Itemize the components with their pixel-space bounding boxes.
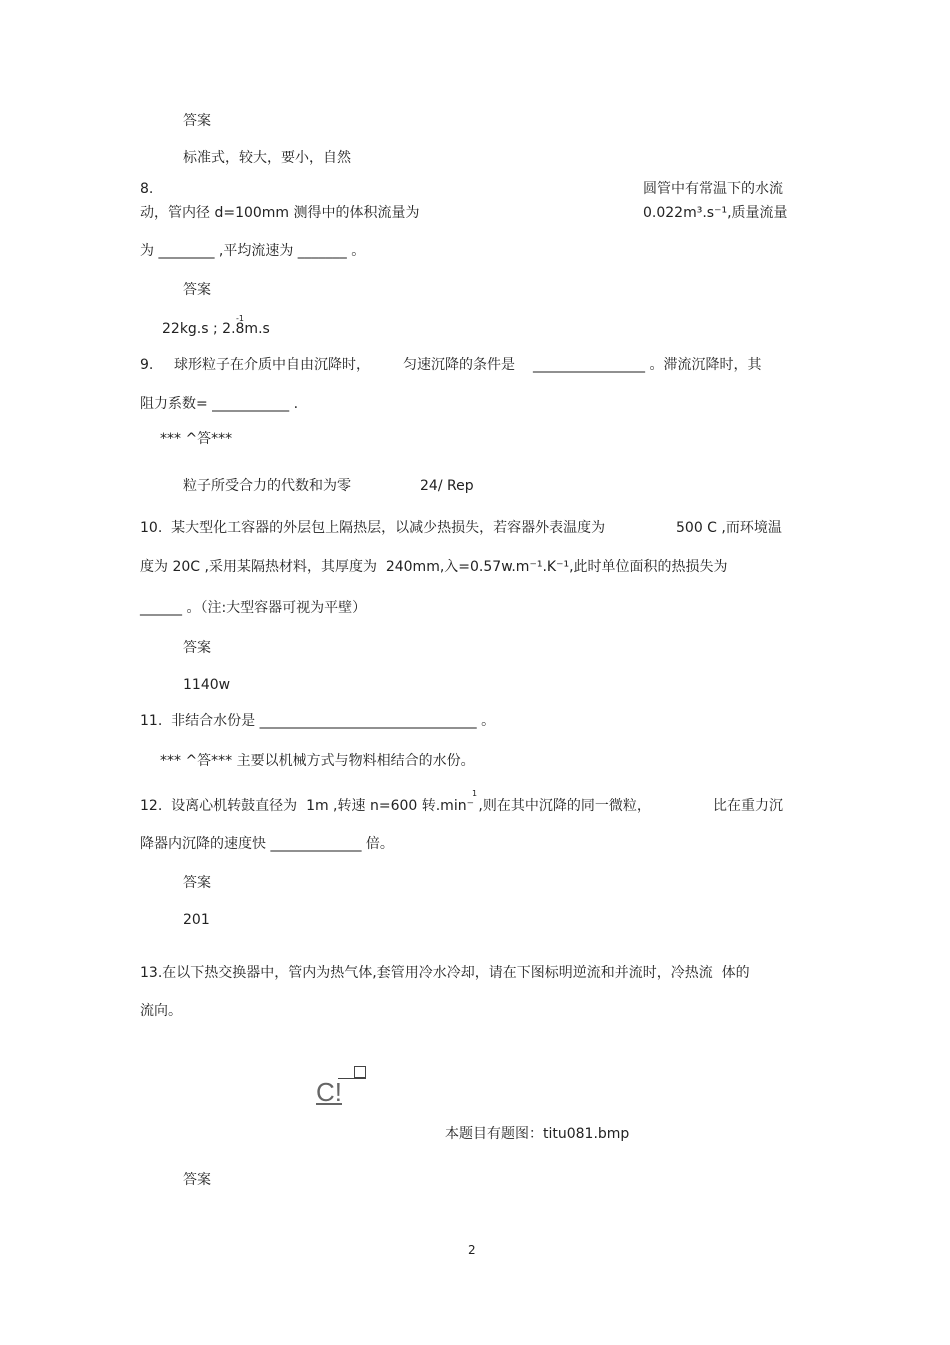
answer-text: 粒子所受合力的代数和为零 xyxy=(183,478,351,494)
answer-text: *** ^答*** 主要以机械方式与物料相结合的水份。 xyxy=(160,753,475,769)
question-text: 13.在以下热交换器中，管内为热气体,套管用冷水冷却，请在下图标明逆流和并流时，冷热流 体的 xyxy=(140,965,750,981)
question-text: 0.022m³.s⁻¹,质量流量 xyxy=(643,205,788,221)
answer-text: 1140w xyxy=(183,677,231,693)
question-text: 降器内沉降的速度快 _____________ 倍。 xyxy=(140,836,394,852)
question-number: 8. xyxy=(140,181,154,197)
question-text: 匀速沉降的条件是 xyxy=(403,357,515,373)
answer-text: 22kg.s ; 2.8m.s xyxy=(162,321,270,337)
answer-label: *** ^答*** xyxy=(160,431,233,447)
question-text: ______ 。（注:大型容器可视为平壁） xyxy=(140,600,367,616)
answer-text: 24/ Rep xyxy=(420,478,474,494)
question-text: 12. 设离心机转鼓直径为 1m ,转速 n=600 转.min⁻ ,则在其中沉降的同一微粒， xyxy=(140,798,651,814)
question-text: 流向。 xyxy=(140,1003,182,1019)
question-text: 阻力系数= ___________ . xyxy=(140,396,299,412)
question-text: 圆管中有常温下的水流 xyxy=(643,181,783,197)
figure-caption: 本题目有题图：titu081.bmp xyxy=(445,1126,630,1142)
question-text: 10. 某大型化工容器的外层包上隔热层，以减少热损失，若容器外表温度为 xyxy=(140,520,606,536)
superscript: 1 xyxy=(472,789,478,798)
question-text: 为 ________ ,平均流速为 _______ 。 xyxy=(140,243,366,259)
superscript: -1 xyxy=(236,314,244,323)
answer-label: 答案 xyxy=(183,875,211,891)
question-text: ________________ 。滞流沉降时，其 xyxy=(533,357,762,373)
answer-text: 标准式，较大，要小，自然 xyxy=(183,150,351,166)
page-number: 2 xyxy=(468,1243,476,1257)
question-text: 11. 非结合水份是 _______________________________ 。 xyxy=(140,713,496,729)
question-text: 球形粒子在介质中自由沉降时， xyxy=(174,357,370,373)
answer-label: 答案 xyxy=(183,282,211,298)
question-text: 500 C ,而环境温 xyxy=(676,520,782,536)
answer-text: 201 xyxy=(183,912,210,928)
question-text: 动，管内径 d=100mm 测得中的体积流量为 xyxy=(140,205,420,221)
answer-label: 答案 xyxy=(183,1172,211,1188)
figure-line xyxy=(338,1078,366,1079)
question-text: 比在重力沉 xyxy=(713,798,783,814)
question-number: 9. xyxy=(140,357,154,373)
question-text: 度为 20C ,采用某隔热材料，其厚度为 240mm,入=0.57w.m⁻¹.K⁻¹,此时单位面积的热损失为 xyxy=(140,559,728,575)
answer-label: 答案 xyxy=(183,640,211,656)
figure-box xyxy=(354,1066,366,1078)
answer-label: 答案 xyxy=(183,113,211,129)
figure-glyph: C! xyxy=(316,1077,342,1107)
